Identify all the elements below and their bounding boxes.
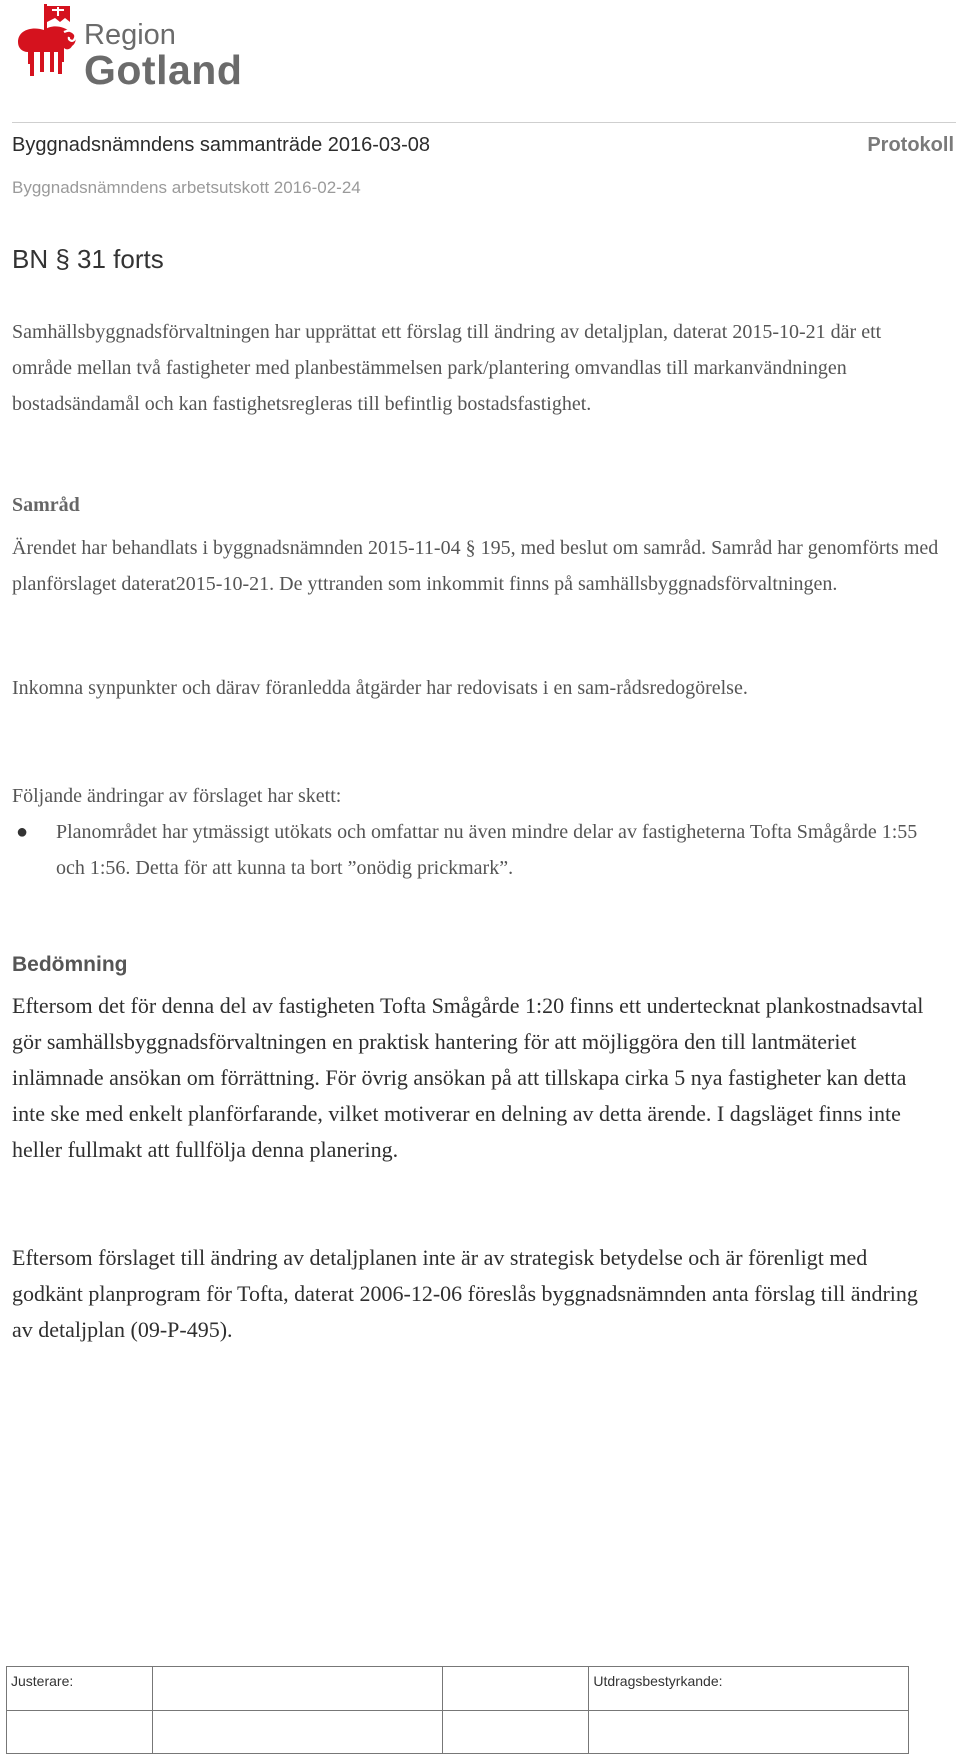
signature-cell-4[interactable] [589, 1711, 909, 1754]
justerare-label: Justerare: [7, 1667, 153, 1711]
meeting-subtitle: Byggnadsnämndens arbetsutskott 2016-02-24 [12, 178, 361, 197]
section-heading: BN § 31 forts [12, 244, 164, 274]
meeting-title: Byggnadsnämndens sammanträde 2016-03-08 [12, 134, 431, 156]
bullet-icon: ● [16, 821, 29, 843]
header-divider [12, 122, 956, 123]
signature-cell-3[interactable] [442, 1711, 588, 1754]
bedomning-heading: Bedömning [12, 953, 128, 976]
intro-paragraph: Samhällsbyggnadsförvaltningen har upprättat ett förslag till ändring av detaljplan, daterat 2015-10-21 där ett område mellan två fastigheter med planbestämmelsen park/plantering omvandlas till markanvändningen bostadsändamål och kan fastighetsregleras till befintlig bostadsfastighet. [12, 321, 882, 415]
changes-intro: Följande ändringar av förslaget har skett: [12, 785, 342, 807]
ram-logo-icon [12, 2, 82, 80]
signature-table [6, 1666, 909, 1754]
justerare-field[interactable] [153, 1667, 442, 1711]
justerare-field-2[interactable] [442, 1667, 588, 1711]
samrad-paragraph: Ärendet har behandlats i byggnadsnämnden 2015-11-04 § 195, med beslut om samråd. Samråd har genomförts med planförslaget daterat2015-10-21. De yttranden som inkommit finns på samhällsbyggnadsförvaltningen. [12, 537, 939, 595]
region-gotland-logo [12, 2, 243, 93]
document-type-label: Protokoll [867, 134, 954, 156]
logo-line-2: Gotland [84, 47, 243, 93]
bedomning-paragraph-1: Eftersom det för denna del av fastigheten Tofta Smågårde 1:20 finns ett undertecknat plankostnadsavtal gör samhällsbyggnadsförvaltningen en praktisk hantering för att möjliggöra den till lantmäteriet inlämnade ansökan om förrättning. För övrig ansökan på att tillskapa cirka 5 nya fastigheter kan detta inte ske med enkelt planförfarande, vilket motiverar en delning av detta ärende. I dagsläget finns inte heller fullmakt att fullfölja denna planering. [12, 993, 924, 1162]
bedomning-paragraph-2: Eftersom förslaget till ändring av detaljplanen inte är av strategisk betydelse och är förenligt med godkänt planprogram för Tofta, daterat 2006-12-06 föreslås byggnadsnämnden anta förslag till ändring av detaljplan (09-P-495). [12, 1245, 918, 1342]
signature-cell-1[interactable] [7, 1711, 153, 1754]
logo-line-1: Region [84, 19, 176, 51]
synpunkter-paragraph: Inkomna synpunkter och därav föranledda åtgärder har redovisats i en sam-rådsredogörelse. [12, 677, 748, 699]
list-item [12, 814, 942, 886]
utdrag-label: Utdragsbestyrkande: [589, 1667, 909, 1711]
samrad-heading: Samråd [12, 494, 80, 516]
list-item-text: Planområdet har ytmässigt utökats och omfattar nu även mindre delar av fastigheterna Tofta Smågårde 1:55 och 1:56. Detta för att kunna ta bort ”onödig prickmark”. [56, 821, 918, 879]
logo-wordmark [84, 19, 243, 93]
signature-cell-2[interactable] [153, 1711, 442, 1754]
